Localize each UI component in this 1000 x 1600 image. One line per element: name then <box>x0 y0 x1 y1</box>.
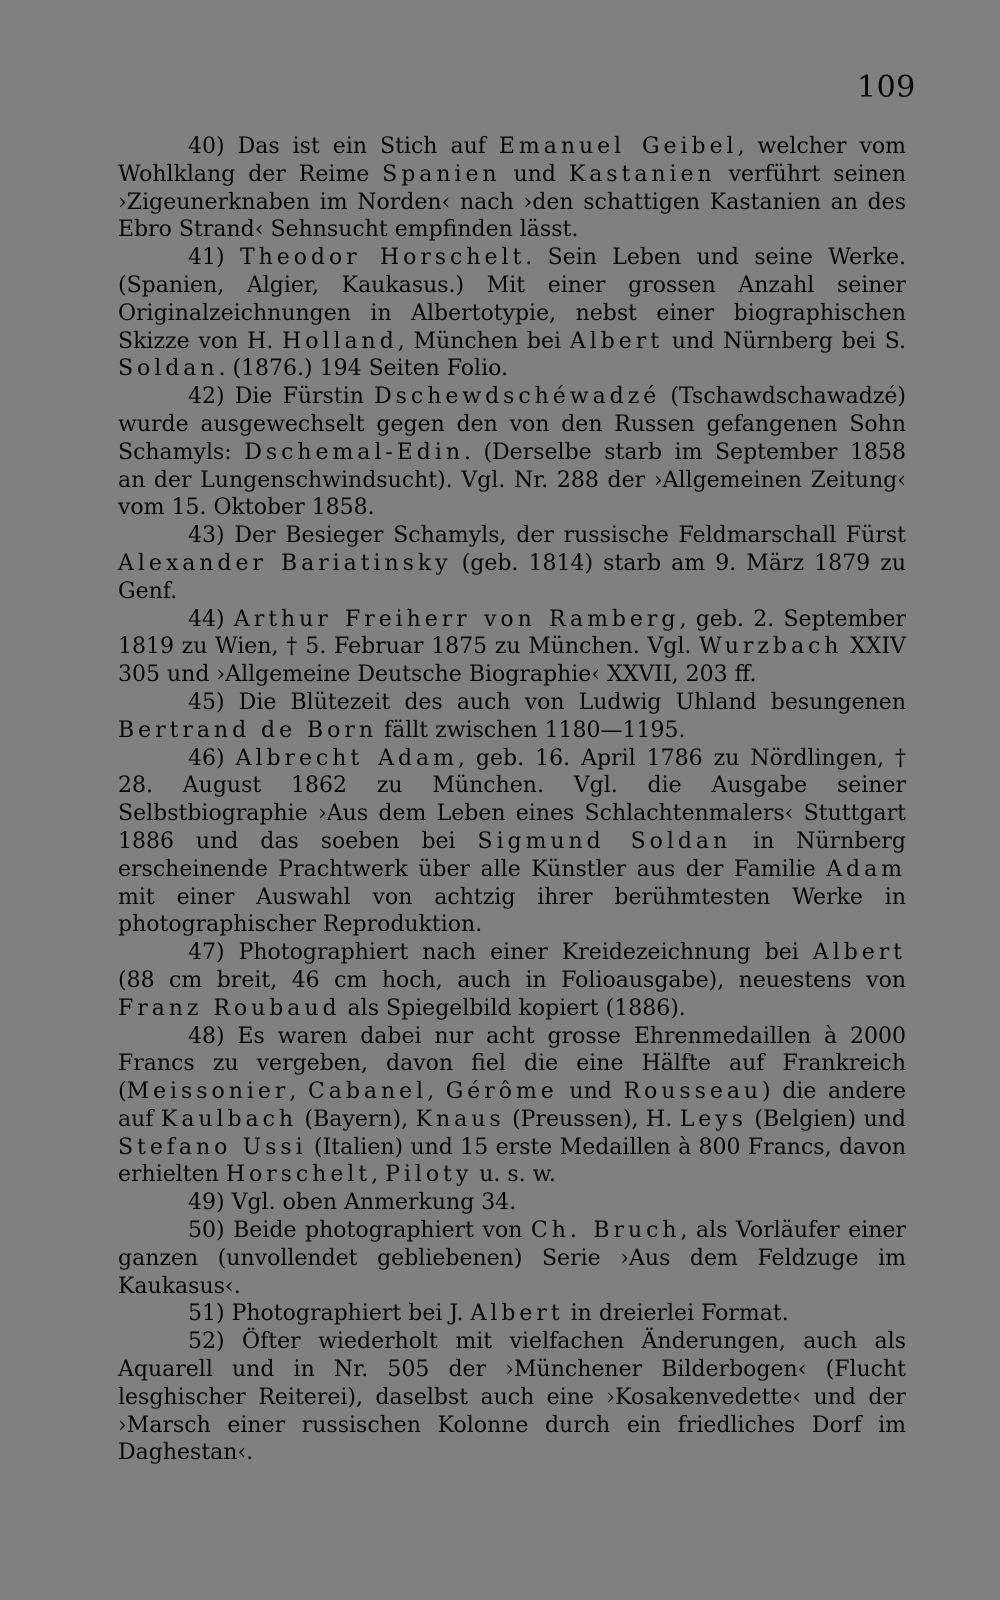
note-text: . (1876.) 194 Seiten Folio. <box>218 356 508 382</box>
note-text: 41) <box>188 245 240 271</box>
note-text: , als Vorläufer einer ganzen (unvollendet gebliebenen) Serie ›Aus dem Feldzuge im Kaukasus‹. <box>118 1218 906 1299</box>
spaced-name: Franz Roubaud <box>118 995 341 1021</box>
note-text: 47) Photographiert nach einer Kreidezeichnung bei <box>188 940 813 966</box>
note-text: 43) Der Besieger Schamyls, der russische Feldmarschall Fürst <box>188 523 906 549</box>
note-text: ) die andere auf <box>118 1079 906 1132</box>
spaced-name: Gérôme <box>445 1079 558 1105</box>
note-text: 49) Vgl. oben Anmerkung 34. <box>188 1190 517 1216</box>
note-text: (Preussen), H. <box>504 1106 680 1132</box>
spaced-name: Albert <box>812 940 906 966</box>
note-text: 48) Es waren dabei nur acht grosse Ehrenmedaillen à 2000 Francs zu vergeben, davon fiel die eine Hälfte auf Frankreich ( <box>118 1023 906 1105</box>
spaced-name: Ch. Bruch <box>530 1218 681 1244</box>
spaced-name: Cabanel <box>308 1079 428 1105</box>
note-text: , geb. 16. April 1786 zu Nördlingen, † 28. August 1862 zu München. Vgl. die Ausgabe seiner Selbstbiographie ›Aus dem Leben eines Schlachtenmalers‹ Stuttgart 1886 und das soeben bei <box>118 745 906 854</box>
spaced-name: Bertrand de Born <box>118 717 377 743</box>
note-text: mit einer Auswahl von achtzig ihrer berühmtesten Werke in photographischer Reproduktion. <box>118 884 906 938</box>
spaced-name: Dschewdschéwadzé <box>374 384 661 410</box>
spaced-name: Piloty <box>385 1162 473 1188</box>
note-text: (Italien) und 15 erste Medaillen à 800 Francs, davon erhielten <box>118 1134 906 1188</box>
spaced-name: Soldan <box>118 356 219 382</box>
note-text: , geb. 2. September 1819 zu Wien, † 5. Februar 1875 zu München. Vgl. <box>118 606 906 660</box>
endnote-46 <box>118 745 906 940</box>
note-text: in dreierlei Format. <box>563 1301 789 1327</box>
spaced-name: Albrecht Adam <box>235 745 458 771</box>
spaced-name: Horschelt <box>225 1162 372 1188</box>
spaced-name: Albert <box>569 328 664 354</box>
spaced-name: Sigmund Soldan <box>477 828 732 854</box>
endnote-51 <box>118 1300 906 1328</box>
note-text: XXIV 305 und ›Allgemeine Deutsche Biographie‹ XXVII, 203 ff. <box>118 634 906 688</box>
endnote-47 <box>118 939 906 1022</box>
note-text: (geb. 1814) starb am 9. März 1879 zu Genf. <box>118 550 906 604</box>
endnote-49 <box>118 1189 906 1217</box>
endnote-43 <box>118 522 906 605</box>
endnote-48 <box>118 1023 906 1190</box>
note-text: 42) Die Fürstin <box>188 384 375 410</box>
endnote-50 <box>118 1217 906 1300</box>
endnotes-list <box>118 133 906 1467</box>
note-text: und <box>500 161 569 187</box>
spaced-name: Arthur Freiherr von Ramberg <box>233 606 680 632</box>
note-text: 52) Öfter wiederholt mit vielfachen Änderungen, auch als Aquarell und in Nr. 505 der ›Münchener Bilderbogen‹ (Flucht lesghischer Reiterei), daselbst auch eine ›Kosakenvedette‹ und der ›Marsch einer russischen Kolonne durch ein friedliches Dorf im Daghestan‹. <box>118 1329 906 1466</box>
spaced-name: Leys <box>679 1106 747 1132</box>
note-text: verführt seinen ›Zigeunerknaben im Norden‹ nach ›den schattigen Kastanien an des Ebro Strand‹ Sehnsucht empfinden lässt. <box>118 161 906 243</box>
note-text: , München bei <box>397 328 570 354</box>
endnote-45 <box>118 689 906 745</box>
spaced-name: Adam <box>826 856 906 882</box>
endnote-52 <box>118 1328 906 1467</box>
spaced-name: Spanien <box>382 161 501 187</box>
spaced-name: Wurzbach <box>699 634 843 660</box>
spaced-name: Rousseau <box>623 1079 763 1105</box>
note-text: in Nürnberg erscheinende Prachtwerk über alle Künstler aus der Familie <box>118 828 906 882</box>
spaced-name: Kaulbach <box>160 1106 298 1132</box>
spaced-name: Knaus <box>415 1106 505 1132</box>
spaced-name: Alexander Bariatinsky <box>118 550 452 576</box>
note-text: (Belgien) und <box>746 1106 907 1132</box>
note-text: . (Derselbe starb im September 1858 an der Lungenschwindsucht). Vgl. Nr. 288 der ›Allgemeinen Zeitung‹ vom 15. Oktober 1858. <box>118 439 906 521</box>
note-text: 40) Das ist ein Stich auf <box>188 134 499 159</box>
note-text: als Spiegelbild kopiert (1886). <box>340 995 686 1021</box>
spaced-name: Stefano Ussi <box>118 1134 307 1160</box>
note-text: 50) Beide photographiert von <box>188 1218 531 1244</box>
spaced-name: Dschemal-Edin <box>244 439 464 465</box>
endnote-40 <box>118 133 906 244</box>
note-text: 51) Photographiert bei J. <box>188 1301 471 1327</box>
note-text: (Tschawdschawadzé) wurde ausgewechselt gegen den von den Russen gefangenen Sohn Schamyls: <box>118 384 906 465</box>
note-text: (Bayern), <box>297 1106 416 1132</box>
note-text: u. s. w. <box>472 1162 556 1188</box>
spaced-name: Holland <box>282 328 398 354</box>
note-text: , <box>371 1162 386 1188</box>
spaced-name: Emanuel Geibel <box>498 134 738 159</box>
note-text: 46) <box>188 745 236 771</box>
note-text: . Sein Leben und seine Werke. (Spanien, Algier, Kaukasus.) Mit einer grossen Anzahl seiner Originalzeichnungen in Albertotypie, nebst einer biographischen Skizze von H. <box>118 245 907 354</box>
note-text: , <box>427 1079 446 1105</box>
note-text: , welcher vom Wohlklang der Reime <box>118 134 907 187</box>
note-text: , <box>289 1079 308 1105</box>
note-text: und Nürnberg bei S. <box>663 328 906 354</box>
note-text: fällt zwischen 1180—1195. <box>376 717 686 743</box>
note-text: und <box>557 1079 624 1105</box>
spaced-name: Kastanien <box>568 161 716 187</box>
page-number: 109 <box>857 70 916 105</box>
note-text: 45) Die Blütezeit des auch von Ludwig Uhland besungenen <box>188 689 906 715</box>
endnote-42 <box>118 383 906 522</box>
spaced-name: Theodor Horschelt <box>239 245 526 271</box>
spaced-name: Meissonier <box>126 1079 290 1105</box>
note-text: 44) <box>188 606 234 632</box>
note-text: (88 cm breit, 46 cm hoch, auch in Folioausgabe), neuestens von <box>118 967 906 993</box>
endnote-44 <box>118 606 906 689</box>
endnote-41 <box>118 244 906 383</box>
spaced-name: Albert <box>470 1301 564 1327</box>
